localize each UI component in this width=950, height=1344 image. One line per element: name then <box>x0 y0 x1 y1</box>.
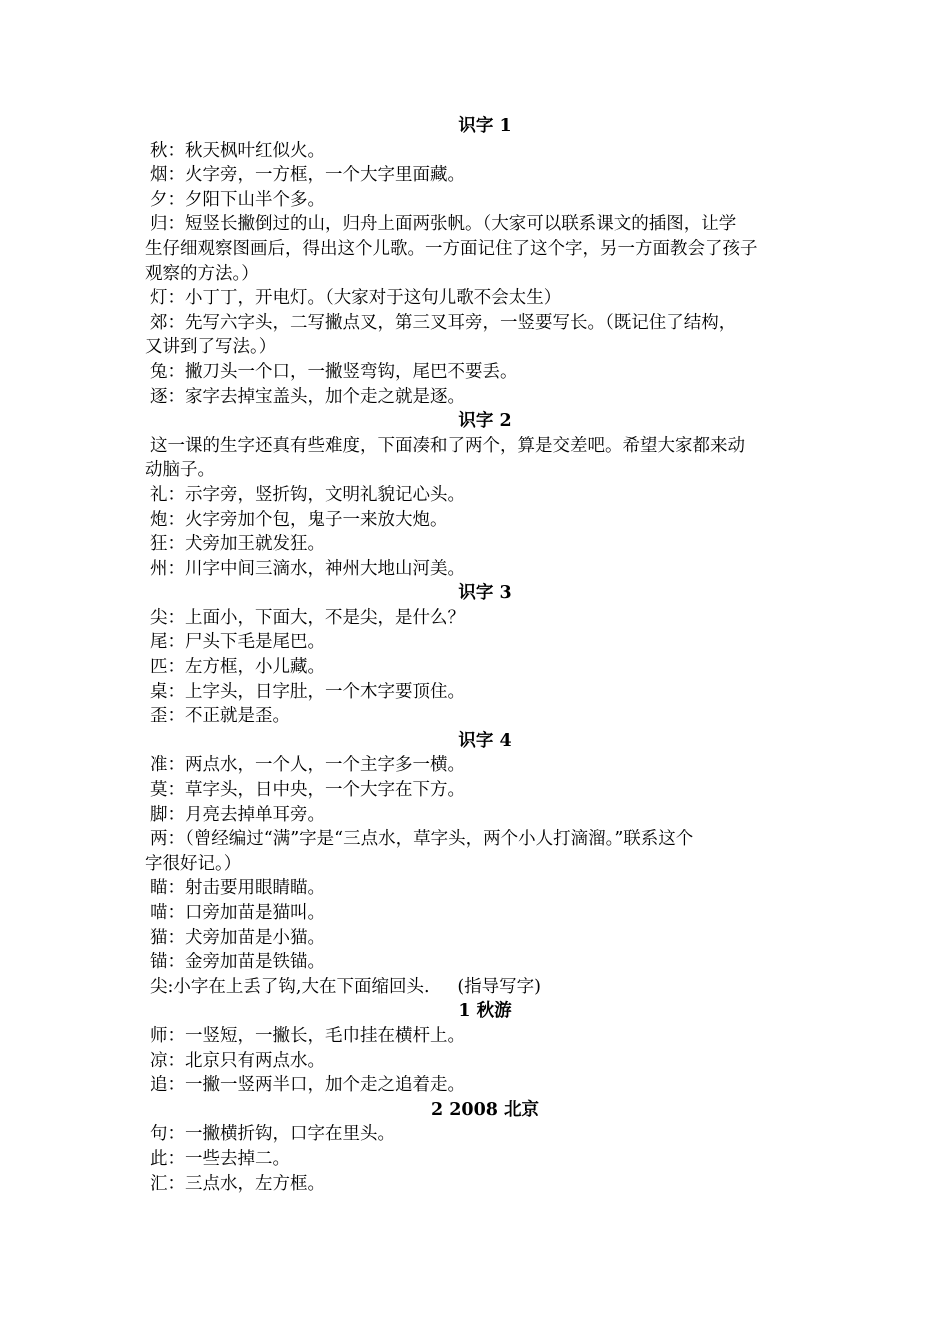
text-line: 喵：口旁加苗是猫叫。 <box>150 903 325 923</box>
text-line: 师：一竖短，一撇长，毛巾挂在横杆上。 <box>150 1025 465 1046</box>
text-line: 猫：犬旁加苗是小猫。 <box>150 927 325 948</box>
text-line: 灯：小丁丁，开电灯。（大家对于这句儿歌不会太生） <box>150 288 562 309</box>
text-line: 桌：上字头，日字肚，一个木字要顶住。 <box>150 681 465 702</box>
text-line: 兔：撇刀头一个口，一撇竖弯钩，尾巴不要丢。 <box>150 361 518 382</box>
section-heading: 识字 2 <box>458 411 512 432</box>
text-line: 此：一些去掉二。 <box>150 1148 290 1169</box>
text-line: 尖：上面小，下面大，不是尖，是什么？ <box>150 607 465 628</box>
text-line: 州：川字中间三滴水，神州大地山河美。 <box>150 558 465 579</box>
text-line: 烟：火字旁，一方框，一个大字里面藏。 <box>150 165 465 186</box>
text-line: 字很好记。） <box>145 853 242 874</box>
text-line: 追：一撇一竖两半口，加个走之追着走。 <box>150 1075 465 1096</box>
text-line: 狂：犬旁加王就发狂。 <box>150 534 325 555</box>
text-line: 尾：尸头下毛是尾巴。 <box>150 632 325 653</box>
text-line: 匹：左方框，小儿藏。 <box>150 657 325 678</box>
text-line: 秋：秋天枫叶红似火。 <box>150 140 325 161</box>
text-line: 这一课的生字还真有些难度，下面凑和了两个，算是交差吧。希望大家都来动 <box>150 435 745 456</box>
document-page <box>145 114 825 1196</box>
section-heading: 识字 1 <box>458 116 512 136</box>
section-heading: 识字 3 <box>458 583 512 604</box>
text-line: 夕：夕阳下山半个多。 <box>150 189 325 210</box>
text-line: 两：（曾经编过“满”字是“三点水，草字头，两个小人打滴溜。”联系这个 <box>150 829 694 850</box>
text-line: 归：短竖长撇倒过的山，归舟上面两张帆。（大家可以联系课文的插图，让学 <box>150 214 737 235</box>
text-line: 逐：家字去掉宝盖头，加个走之就是逐。 <box>150 386 465 407</box>
text-line: 莫：草字头，日中央，一个大字在下方。 <box>150 780 465 801</box>
text-line: 动脑子。 <box>145 460 215 481</box>
text-line: 郊：先写六字头，二写撇点叉，第三叉耳旁，一竖要写长。（既记住了结构， <box>150 312 737 333</box>
text-line: 锚：金旁加苗是铁锚。 <box>150 952 325 973</box>
text-line: 尖:小字在上丢了钩,大在下面缩回头. (指导写字) <box>150 976 541 997</box>
text-line: 汇：三点水，左方框。 <box>150 1173 325 1194</box>
text-line: 瞄：射击要用眼睛瞄。 <box>150 878 325 899</box>
text-line: 炮：火字旁加个包，鬼子一来放大炮。 <box>150 509 448 530</box>
text-line: 句：一撇横折钩，口字在里头。 <box>150 1124 395 1145</box>
text-line: 生仔细观察图画后，得出这个儿歌。一方面记住了这个字，另一方面教会了孩子 <box>145 238 758 259</box>
text-line: 观察的方法。） <box>145 263 259 284</box>
text-line: 又讲到了写法。） <box>145 337 277 358</box>
section-heading: 1 秋游 <box>458 1001 512 1022</box>
text-line: 歪：不正就是歪。 <box>150 706 290 727</box>
section-heading: 2 2008 北京 <box>430 1099 540 1120</box>
text-line: 脚：月亮去掉单耳旁。 <box>150 804 325 825</box>
text-line: 准：两点水，一个人，一个主字多一横。 <box>150 755 465 776</box>
text-line: 凉：北京只有两点水。 <box>150 1050 325 1071</box>
section-heading: 识字 4 <box>458 730 512 751</box>
text-line: 礼：示字旁，竖折钩，文明礼貌记心头。 <box>150 484 465 505</box>
